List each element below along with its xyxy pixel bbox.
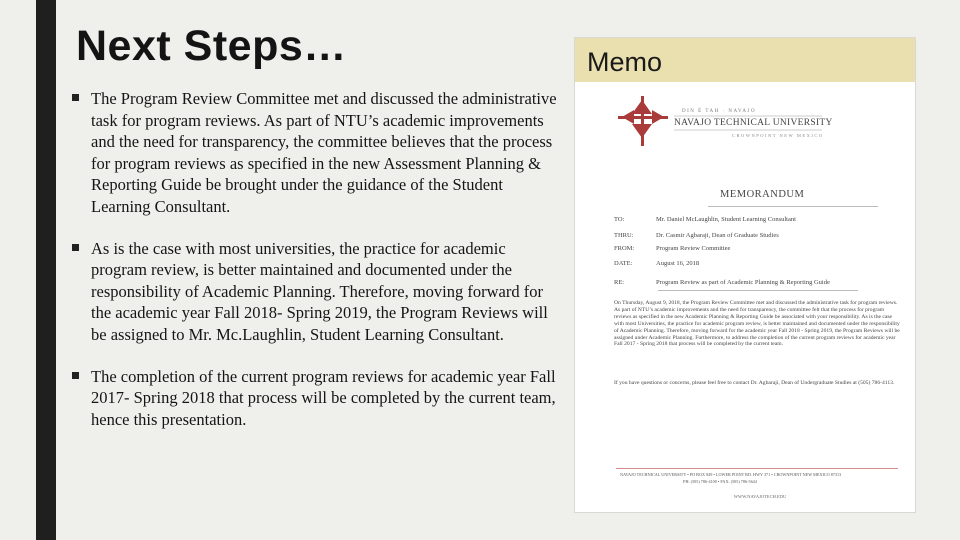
field-key: FROM:: [614, 245, 635, 252]
square-bullet-icon: [72, 244, 79, 251]
university-location: CROWNPOINT NEW MEXICO: [732, 133, 824, 138]
bullet-item: [70, 238, 560, 346]
university-tagline: DIN É TAH · NAVAJO: [682, 109, 757, 114]
square-bullet-icon: [72, 372, 79, 379]
field-key: DATE:: [614, 260, 633, 267]
field-value: Program Review as part of Academic Planning & Reporting Guide: [656, 279, 830, 286]
bullet-text: The Program Review Committee met and discussed the administrative task for program reviews. As part of NTU’s academic improvements and the need for transparency, the committee believes that the process for program reviews as specified in the new Assessment Planning & Reporting Guide be brought under the guidance of the Student Learning Consultant.: [91, 89, 557, 216]
bullet-text: As is the case with most universities, the practice for academic program review, is better maintained and documented under the responsibility of Academic Planning. Therefore, moving forward for the academic year Fall 2018- Spring 2019, the Program Reviews will be assigned to Mr. Mc.Laughlin, Student Learning Consultant.: [91, 238, 548, 344]
bullet-item: [70, 88, 560, 218]
memo-field-thru: [614, 232, 914, 239]
memo-document: [612, 92, 902, 502]
slide-title: Next Steps…: [76, 22, 347, 70]
memo-header: [575, 38, 915, 82]
bullet-item: [70, 366, 560, 431]
bullet-text: The completion of the current program reviews for academic year Fall 2017- Spring 2018 that process will be completed by the current team, hence this presentation.: [91, 366, 556, 429]
memo-field-re: [614, 279, 914, 286]
re-underline: [658, 290, 858, 291]
memo-footer-website: WWW.NAVAJOTECH.EDU: [733, 494, 787, 499]
field-key: THRU:: [614, 232, 634, 239]
memo-field-date: [614, 260, 914, 267]
bullet-list: [70, 88, 560, 450]
memo-footer-phone: PH: (505) 786-4100 • FAX: (505) 786-5644: [683, 479, 757, 484]
field-value: August 16, 2018: [656, 260, 700, 267]
memo-field-from: [614, 245, 914, 252]
university-name: NAVAJO TECHNICAL UNIVERSITY: [674, 118, 833, 128]
memo-header-label: Memo: [587, 47, 663, 77]
memo-field-to: [614, 216, 914, 223]
memo-title: MEMORANDUM: [720, 189, 805, 200]
field-key: RE:: [614, 279, 625, 286]
field-value: Dr. Casmir Agbaraji, Dean of Graduate Studies: [656, 232, 779, 239]
footer-rule: [616, 468, 898, 469]
field-value: Mr. Daniel McLaughlin, Student Learning Consultant: [656, 216, 796, 223]
memo-body: On Thursday, August 9, 2018, the Program Review Committee met and discussed the administrative task for program reviews. As part of NTU’s academic improvements and the need for transparency, the committee felt that the process for program reviews as specified in the new Academic Planning & Reporting Guide be associated with your responsibility. As is the case with most Universities, the practice for academic program review, is better maintained and documented under the responsibility of Academic Planning. Therefore, moving forward for the academic year Fall 2018 - Spring 2019, the Program Reviews will be assigned under Academic Planning. Furthermore, to address the completion of the current program reviews for academic year Fall 2017 - Spring 2018 that process will be completed by the current team.: [614, 300, 900, 348]
memo-contact: If you have questions or concerns, please feel free to contact Dr. Agbaraji, Dean of Undergraduate Studies at (505) 786-4113.: [614, 380, 895, 386]
field-value: Program Review Committee: [656, 245, 731, 252]
memo-title-rule: [708, 206, 878, 207]
left-accent-bar: [36, 0, 56, 540]
memo-footer-address: NAVAJO TECHNICAL UNIVERSITY • PO BOX 849 • LOWER POINT RD. HWY 371 • CROWNPOINT NEW MEXICO 87313: [620, 472, 842, 477]
field-key: TO:: [614, 216, 625, 223]
square-bullet-icon: [72, 94, 79, 101]
